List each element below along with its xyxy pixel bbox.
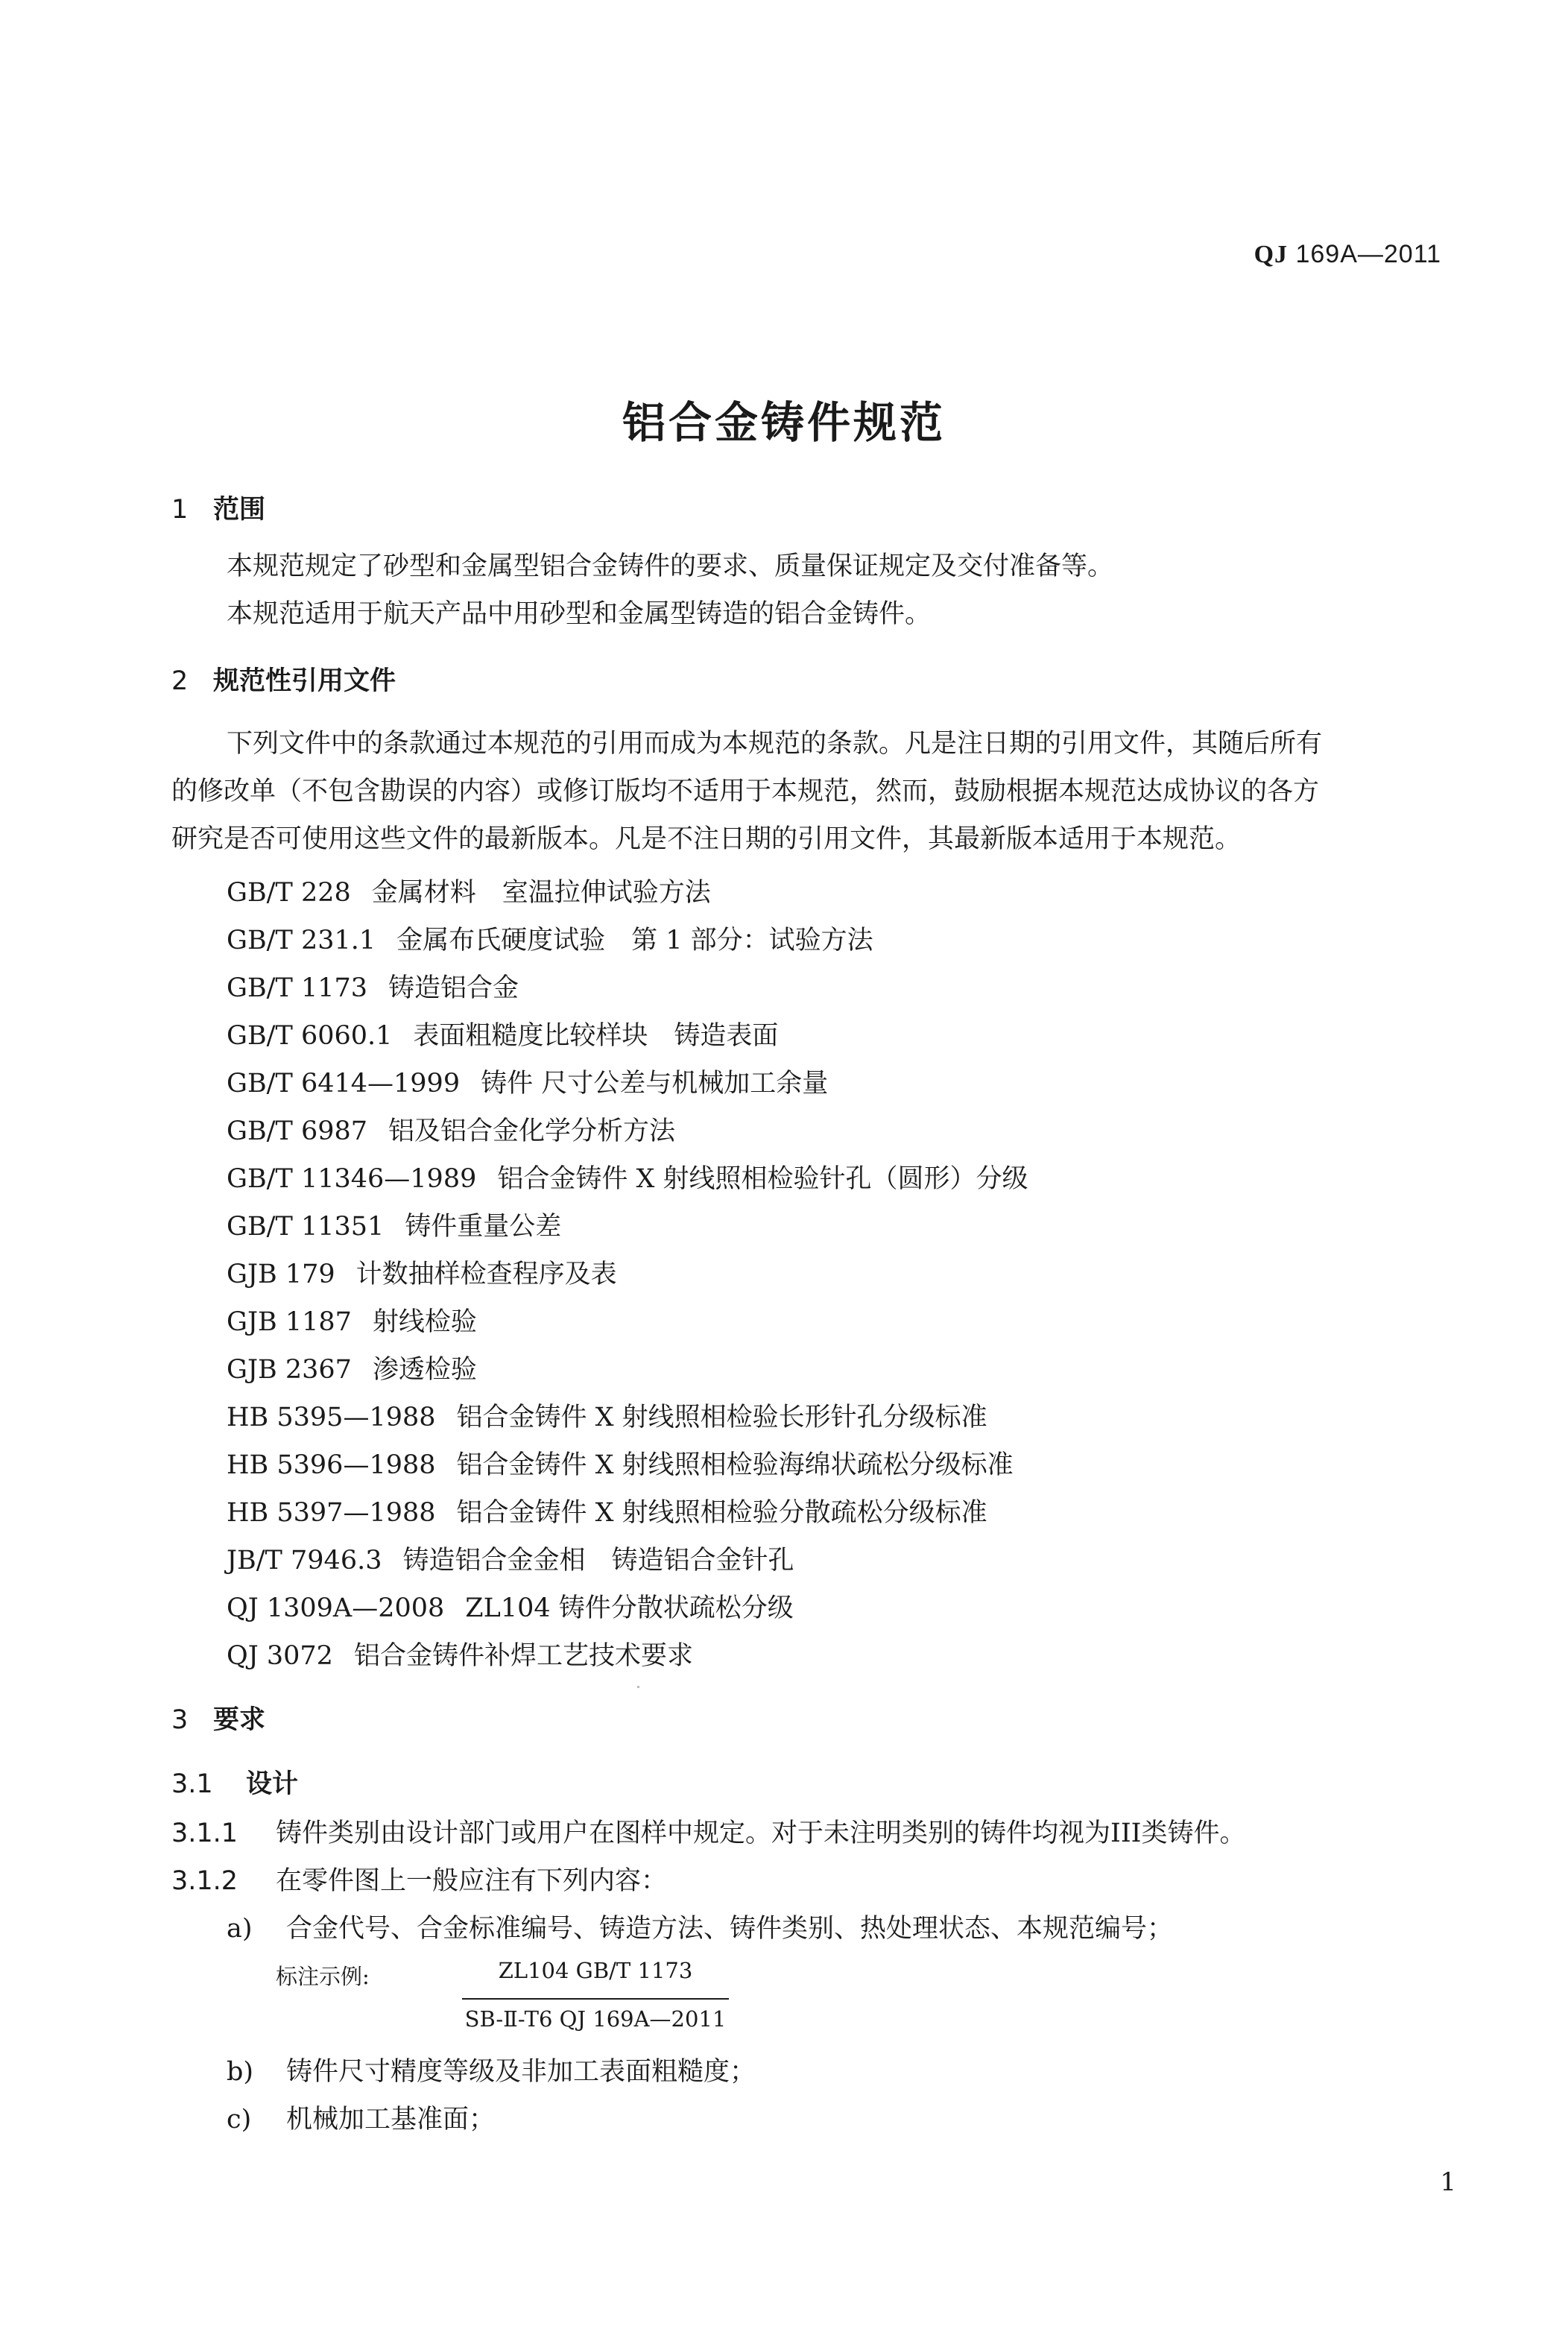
- reference-title: 铝合金铸件补焊工艺技术要求: [353, 1641, 693, 1671]
- reference-item: [227, 1254, 617, 1291]
- list-marker: a): [227, 1914, 253, 1944]
- clause-3-1-1: [171, 1813, 1245, 1850]
- standard-code: 169A—2011: [1295, 240, 1441, 268]
- reference-item: [227, 1540, 794, 1577]
- reference-title: 铝及铝合金化学分析方法: [388, 1116, 676, 1146]
- reference-item: [227, 920, 873, 957]
- section-heading-requirements: [171, 1699, 265, 1737]
- reference-title: 金属布氏硬度试验 第 1 部分：试验方法: [396, 926, 873, 955]
- scope-paragraph-2: 本规范适用于航天产品中用砂型和金属型铸造的铝合金铸件。: [227, 599, 932, 629]
- clause-text: 铸件类别由设计部门或用户在图样中规定。对于未注明类别的铸件均视为III类铸件。: [276, 1818, 1246, 1848]
- reference-code: GB/T 11346—1989: [227, 1164, 477, 1194]
- list-text: 铸件尺寸精度等级及非加工表面粗糙度；: [286, 2057, 756, 2087]
- list-item-a: [227, 1908, 1173, 1945]
- reference-code: GB/T 6987: [227, 1116, 368, 1146]
- reference-title: 渗透检验: [372, 1355, 477, 1385]
- scan-speck: [637, 1686, 639, 1688]
- clause-3-1-2: [171, 1860, 667, 1897]
- list-marker: c): [227, 2105, 252, 2134]
- list-item-c: [227, 2099, 495, 2136]
- reference-item: [227, 1110, 675, 1148]
- section-number: 3: [171, 1705, 189, 1735]
- standard-number: [1254, 240, 1441, 269]
- reference-item: [227, 1444, 1014, 1482]
- list-item-b: [227, 2051, 756, 2088]
- reference-item: [227, 1397, 987, 1434]
- clause-text: 在零件图上一般应注有下列内容：: [276, 1866, 668, 1896]
- marking-example-fraction-line: [462, 1998, 729, 2000]
- references-intro-line-2: 的修改单（不包含勘误的内容）或修订版均不适用于本规范，然而，鼓励根据本规范达成协议的各方: [171, 777, 1320, 806]
- reference-code: GB/T 11351: [227, 1212, 385, 1242]
- references-intro-line-3: 研究是否可使用这些文件的最新版本。凡是不注日期的引用文件，其最新版本适用于本规范。: [171, 824, 1242, 854]
- reference-item: [227, 1206, 561, 1243]
- reference-title: 计数抽样检查程序及表: [355, 1260, 617, 1289]
- reference-item: [227, 1158, 1028, 1195]
- reference-title: 铸件重量公差: [405, 1212, 562, 1242]
- reference-title: 铝合金铸件 X 射线照相检验针孔（圆形）分级: [497, 1164, 1028, 1194]
- reference-title: ZL104 铸件分散状疏松分级: [465, 1593, 794, 1623]
- reference-code: JB/T 7946.3: [227, 1546, 382, 1576]
- reference-code: QJ 1309A—2008: [227, 1593, 445, 1623]
- list-marker: b): [227, 2057, 254, 2087]
- list-text: 合金代号、合金标准编号、铸造方法、铸件类别、热处理状态、本规范编号；: [286, 1914, 1174, 1944]
- reference-code: HB 5396—1988: [227, 1450, 436, 1480]
- reference-item: [227, 1587, 794, 1625]
- reference-title: 铸件 尺寸公差与机械加工余量: [481, 1069, 829, 1099]
- subsection-heading-design: [171, 1763, 298, 1801]
- section-title: 要求: [213, 1705, 266, 1735]
- reference-item: [227, 1063, 828, 1100]
- reference-title: 金属材料 室温拉伸试验方法: [371, 878, 711, 908]
- reference-item: [227, 1349, 477, 1386]
- marking-example-label: 标注示例:: [276, 1964, 370, 1989]
- section-heading-scope: [171, 489, 265, 526]
- subsection-title: 设计: [246, 1769, 299, 1799]
- scope-paragraph-1: 本规范规定了砂型和金属型铝合金铸件的要求、质量保证规定及交付准备等。: [227, 552, 1114, 581]
- reference-title: 射线检验: [372, 1307, 477, 1337]
- reference-code: HB 5397—1988: [227, 1498, 436, 1528]
- clause-number: 3.1.1: [171, 1818, 238, 1848]
- reference-title: 铸造铝合金金相 铸造铝合金针孔: [402, 1546, 794, 1576]
- section-title: 规范性引用文件: [213, 666, 396, 696]
- section-heading-normative-references: [171, 660, 396, 698]
- reference-item: [227, 1015, 778, 1052]
- reference-code: GJB 179: [227, 1260, 335, 1289]
- reference-code: QJ 3072: [227, 1641, 333, 1671]
- references-intro-line-1: 下列文件中的条款通过本规范的引用而成为本规范的条款。凡是注日期的引用文件，其随后所有: [227, 729, 1323, 759]
- section-title: 范围: [213, 495, 266, 525]
- marking-example-numerator: ZL104 GB/T 1173: [498, 1958, 693, 1983]
- reference-code: GB/T 6414—1999: [227, 1069, 461, 1099]
- reference-code: GB/T 231.1: [227, 926, 376, 955]
- reference-code: GB/T 6060.1: [227, 1021, 393, 1051]
- page-number: 1: [1440, 2167, 1456, 2197]
- clause-number: 3.1.2: [171, 1866, 238, 1896]
- reference-code: GB/T 1173: [227, 973, 368, 1003]
- section-number: 1: [171, 495, 189, 525]
- reference-code: HB 5395—1988: [227, 1403, 436, 1432]
- reference-code: GB/T 228: [227, 878, 351, 908]
- subsection-number: 3.1: [171, 1769, 213, 1799]
- reference-title: 铝合金铸件 X 射线照相检验长形针孔分级标准: [456, 1403, 987, 1432]
- document-title: 铝合金铸件规范: [622, 397, 946, 448]
- list-text: 机械加工基准面；: [286, 2105, 496, 2134]
- reference-code: GJB 1187: [227, 1307, 352, 1337]
- reference-item: [227, 1635, 693, 1672]
- standard-prefix: QJ: [1254, 241, 1289, 268]
- section-number: 2: [171, 666, 189, 696]
- reference-item: [227, 967, 519, 1005]
- reference-title: 铝合金铸件 X 射线照相检验分散疏松分级标准: [456, 1498, 987, 1528]
- reference-item: [227, 1301, 477, 1339]
- reference-code: GJB 2367: [227, 1355, 352, 1385]
- reference-item: [227, 872, 711, 909]
- marking-example-denominator: SB-Ⅱ-T6 QJ 169A—2011: [464, 2006, 727, 2032]
- reference-title: 铸造铝合金: [388, 973, 519, 1003]
- reference-title: 表面粗糙度比较样块 铸造表面: [413, 1021, 779, 1051]
- reference-item: [227, 1492, 987, 1529]
- reference-title: 铝合金铸件 X 射线照相检验海绵状疏松分级标准: [456, 1450, 1014, 1480]
